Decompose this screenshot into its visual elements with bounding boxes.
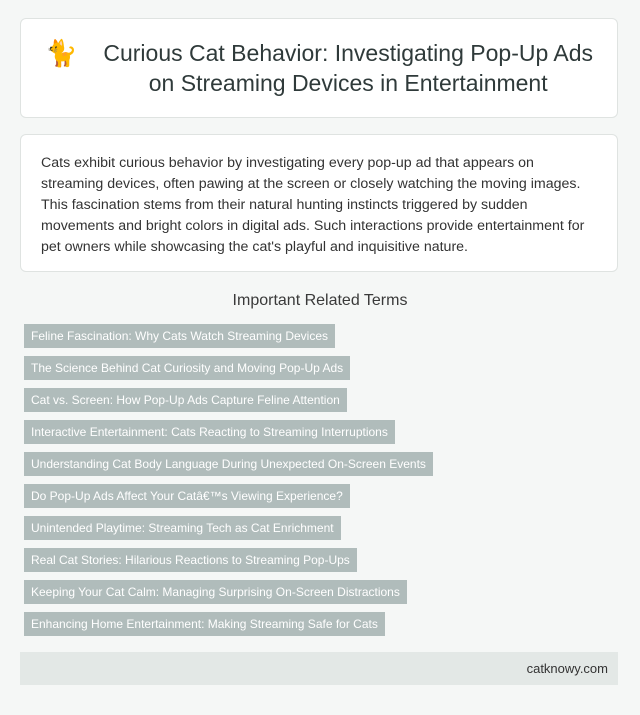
related-term-tag[interactable]: Feline Fascination: Why Cats Watch Streaming Devices bbox=[24, 324, 335, 348]
cat-icon: 🐈 bbox=[45, 38, 78, 68]
related-term-tag[interactable]: Real Cat Stories: Hilarious Reactions to Streaming Pop-Ups bbox=[24, 548, 357, 572]
footer-site-link[interactable]: catknowy.com bbox=[526, 661, 608, 676]
related-term-tag[interactable]: The Science Behind Cat Curiosity and Moving Pop-Up Ads bbox=[24, 356, 350, 380]
related-term-tag[interactable]: Keeping Your Cat Calm: Managing Surprising On-Screen Distractions bbox=[24, 580, 407, 604]
related-term-tag[interactable]: Cat vs. Screen: How Pop-Up Ads Capture Feline Attention bbox=[24, 388, 347, 412]
title-card bbox=[20, 18, 618, 118]
related-term-tag[interactable]: Interactive Entertainment: Cats Reacting to Streaming Interruptions bbox=[24, 420, 395, 444]
related-term-tag[interactable]: Unintended Playtime: Streaming Tech as Cat Enrichment bbox=[24, 516, 341, 540]
description-card bbox=[20, 134, 618, 272]
title-row bbox=[21, 38, 617, 98]
footer bbox=[20, 652, 618, 685]
description-text: Cats exhibit curious behavior by investigating every pop-up ad that appears on streaming devices, often pawing at the screen or closely watching the moving images. This fascination stems from their natural hunting instincts triggered by sudden movements and bright colors in digital ads. Such interactions provide entertainment for pet owners while showcasing the cat's playful and inquisitive nature. bbox=[41, 155, 585, 255]
related-terms-heading: Important Related Terms bbox=[232, 292, 408, 309]
related-terms-list bbox=[24, 324, 433, 644]
related-term-tag[interactable]: Enhancing Home Entertainment: Making Streaming Safe for Cats bbox=[24, 612, 385, 636]
page-title: Curious Cat Behavior: Investigating Pop-Up Ads on Streaming Devices in Entertainment bbox=[103, 40, 594, 96]
related-term-tag[interactable]: Do Pop-Up Ads Affect Your Catâ€™s Viewing Experience? bbox=[24, 484, 350, 508]
related-term-tag[interactable]: Understanding Cat Body Language During Unexpected On-Screen Events bbox=[24, 452, 433, 476]
